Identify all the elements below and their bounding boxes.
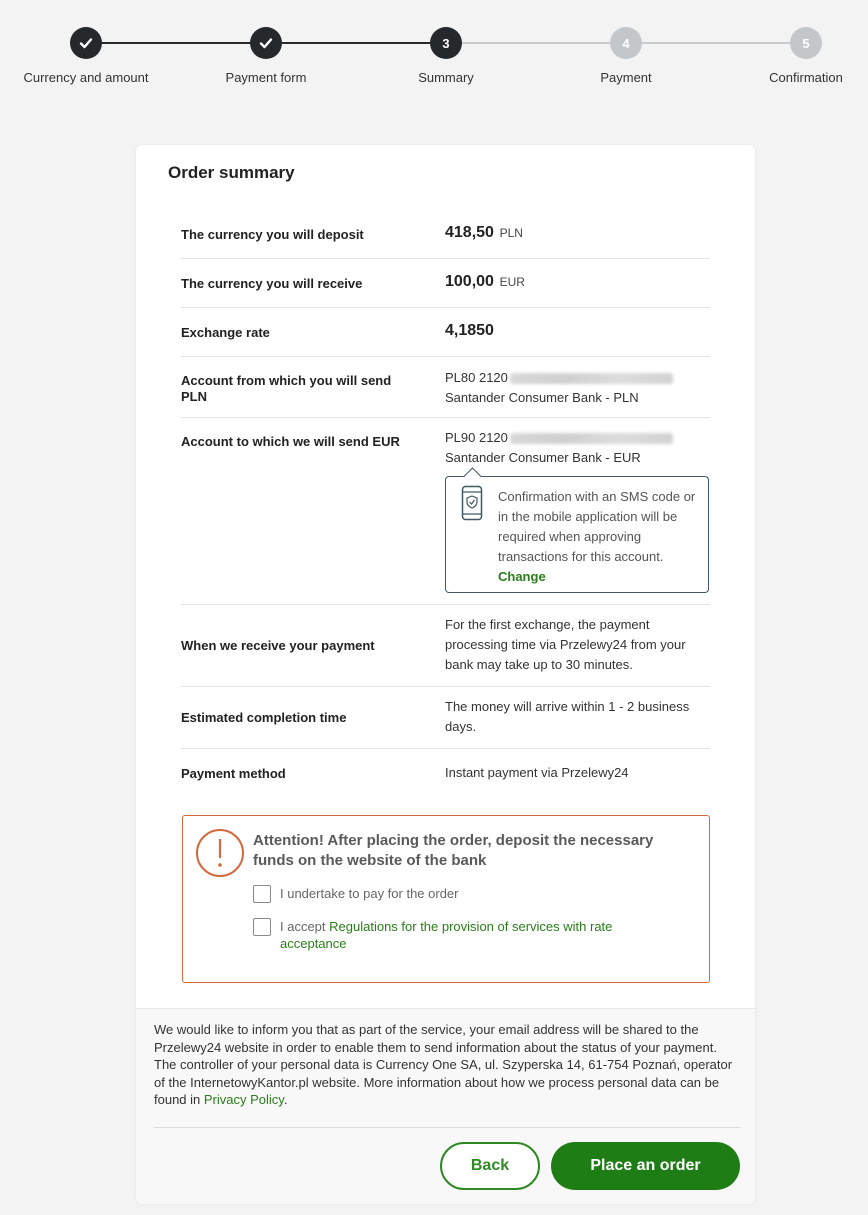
summary-row-receive [181,259,710,308]
privacy-policy-link[interactable]: Privacy Policy [203,1092,284,1107]
exclamation-icon [195,828,245,883]
pay-undertaking-row [253,885,650,903]
deposit-amount: 418,50 [445,224,494,241]
bank-name: Santander Consumer Bank - PLN [445,390,639,405]
summary-row-from-account [181,357,710,418]
summary-row-completion [181,687,710,749]
sms-notice-message: Confirmation with an SMS code or in the mobile application will be required when approving transactions for this account. [498,489,696,564]
row-label: Account to which we will send EUR [181,434,400,449]
row-value: For the first exchange, the payment processing time via Przelewy24 from your bank may take up to 30 minutes. [445,617,686,672]
summary-table [181,210,710,799]
row-label: The currency you will receive [181,276,363,291]
summary-row-rate [181,308,710,357]
regulations-checkbox[interactable] [253,918,271,936]
row-value [445,272,710,292]
card-footer [136,1008,755,1204]
receive-unit: EUR [499,275,525,289]
row-value: The money will arrive within 1 - 2 business days. [445,699,690,734]
masked-iban [510,433,673,444]
row-label: When we receive your payment [181,638,375,653]
row-value [445,223,710,243]
summary-row-method [181,749,710,799]
checkbox-label [280,918,650,952]
step-number: 5 [790,27,822,59]
iban-prefix: PL90 2120 [445,430,508,445]
notice-text: We would like to inform you that as part of the service, your email address will be shared to the Przelewy24 website in order to enable them to send information about the status of your payment. The controller of your personal data is Currency One SA, ul. Szyperska 14, 61-754 Poznań, operator of the InternetowyKantor.pl website. More information about how we process personal data can be found in [154,1022,733,1107]
step-currency-and-amount[interactable] [0,27,176,85]
row-label: Payment method [181,766,286,781]
page-title: Order summary [168,163,295,182]
change-link[interactable]: Change [498,569,546,584]
step-confirmation [716,27,868,85]
step-payment-form[interactable] [176,27,356,85]
deposit-unit: PLN [499,226,523,240]
exchange-rate: 4,1850 [445,322,494,339]
step-label: Payment [600,70,652,85]
row-label: The currency you will deposit [181,227,364,242]
progress-stepper [0,0,868,110]
step-label: Payment form [225,70,307,85]
bank-name: Santander Consumer Bank - EUR [445,450,641,465]
row-value [445,321,710,341]
checkmark-icon [70,27,102,59]
checkbox-label: I undertake to pay for the order [280,886,459,901]
row-label: Estimated completion time [181,710,347,725]
step-label: Summary [418,70,474,85]
row-value: Instant payment via Przelewy24 [445,765,629,780]
step-label: Currency and amount [23,70,149,85]
sms-confirmation-notice [445,476,709,593]
summary-row-to-account [181,418,710,605]
notice-period: . [283,1092,288,1107]
data-sharing-notice [154,1021,739,1109]
checkbox-label-prefix: I accept [280,919,330,934]
regulations-row [253,918,650,952]
place-order-button[interactable]: Place an order [551,1142,740,1190]
row-value [445,368,710,408]
summary-row-deposit [181,210,710,259]
order-summary-card [136,145,755,1203]
step-number: 4 [610,27,642,59]
attention-title: Attention! After placing the order, deposit the necessary funds on the website of the bank [253,832,654,869]
divider [154,1127,740,1128]
masked-iban [510,373,673,384]
row-label: Exchange rate [181,325,270,340]
receive-amount: 100,00 [445,273,494,290]
iban-prefix: PL80 2120 [445,370,508,385]
sms-notice-text [498,487,698,587]
regulations-link[interactable]: Regulations for the provision of services with rate acceptance [280,919,613,951]
step-number: 3 [430,27,462,59]
checkmark-icon [250,27,282,59]
row-value [445,428,710,468]
step-label: Confirmation [769,70,843,85]
summary-row-payment-time [181,605,710,687]
attention-box [182,815,710,983]
row-label: Account from which you will send PLN [181,373,392,404]
pay-undertaking-checkbox[interactable] [253,885,271,903]
step-summary [356,27,536,85]
secure-phone-icon [461,485,483,526]
step-payment [536,27,716,85]
back-button[interactable]: Back [440,1142,540,1190]
